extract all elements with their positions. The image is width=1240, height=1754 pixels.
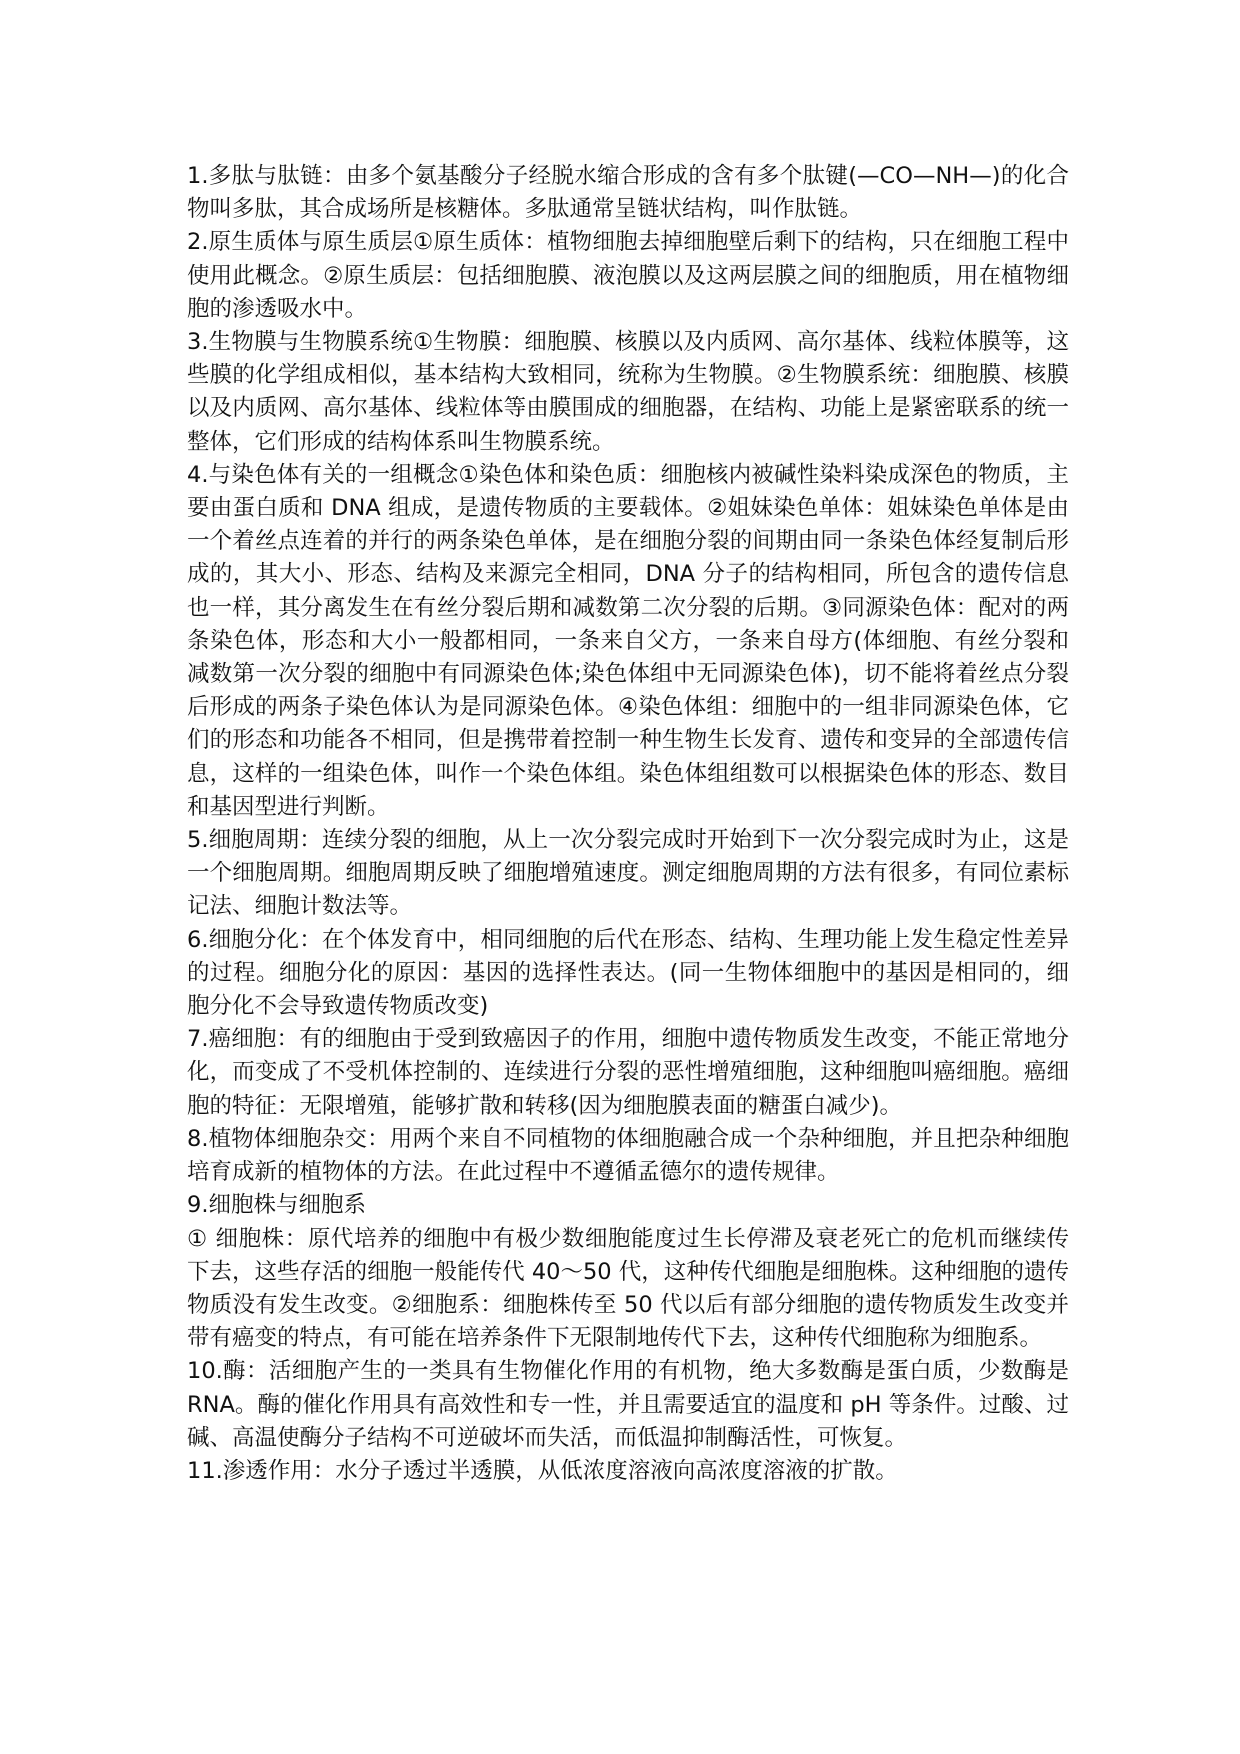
paragraph-somatic-hybridization: 8.植物体细胞杂交：用两个来自不同植物的体细胞融合成一个杂种细胞，并且把杂种细胞培育成新的植物体的方法。在此过程中不遵循孟德尔的遗传规律。 (187, 1125, 1069, 1186)
paragraph-cell-cycle: 5.细胞周期：连续分裂的细胞，从上一次分裂完成时开始到下一次分裂完成时为止，这是一个细胞周期。细胞周期反映了细胞增殖速度。测定细胞周期的方法有很多，有同位素标记法、细胞计数法等。 (187, 827, 1069, 920)
paragraph-cancer-cell: 7.癌细胞：有的细胞由于受到致癌因子的作用，细胞中遗传物质发生改变，不能正常地分化，而变成了不受机体控制的、连续进行分裂的恶性增殖细胞，这种细胞叫癌细胞。癌细胞的特征：无限增殖，能够扩散和转移(因为细胞膜表面的糖蛋白减少)。 (187, 1026, 1069, 1119)
paragraph-biomembrane: 3.生物膜与生物膜系统①生物膜：细胞膜、核膜以及内质网、高尔基体、线粒体膜等，这些膜的化学组成相似，基本结构大致相同，统称为生物膜。②生物膜系统：细胞膜、核膜以及内质网、高尔基体、线粒体等由膜围成的细胞器，在结构、功能上是紧密联系的统一整体，它们形成的结构体系叫生物膜系统。 (187, 329, 1069, 455)
paragraph-protoplast: 2.原生质体与原生质层①原生质体：植物细胞去掉细胞壁后剩下的结构，只在细胞工程中使用此概念。②原生质层：包括细胞膜、液泡膜以及这两层膜之间的细胞质，用在植物细胞的渗透吸水中。 (187, 229, 1069, 322)
paragraph-osmosis: 11.渗透作用：水分子透过半透膜，从低浓度溶液向高浓度溶液的扩散。 (187, 1457, 898, 1484)
paragraph-cell-differentiation: 6.细胞分化：在个体发育中，相同细胞的后代在形态、结构、生理功能上发生稳定性差异的过程。细胞分化的原因：基因的选择性表达。(同一生物体细胞中的基因是相同的，细胞分化不会导致遗传物质改变) (187, 926, 1069, 1020)
document-body (187, 160, 1069, 1488)
paragraph-chromosome: 4.与染色体有关的一组概念①染色体和染色质：细胞核内被碱性染料染成深色的物质，主要由蛋白质和 DNA 组成，是遗传物质的主要载体。②姐妹染色单体：姐妹染色单体是由一个着丝点连着的并行的两条染色单体，是在细胞分裂的间期由同一条染色体经复制后形成的，其大小、形态、结构及来源完全相同，DNA 分子的结构相同，所包含的遗传信息也一样，其分离发生在有丝分裂后期和减数第二次分裂的后期。③同源染色体：配对的两条染色体，形态和大小一般都相同，一条来自父方，一条来自母方(体细胞、有丝分裂和减数第一次分裂的细胞中有同源染色体;染色体组中无同源染色体)，切不能将着丝点分裂后形成的两条子染色体认为是同源染色体。④染色体组：细胞中的一组非同源染色体，它们的形态和功能各不相同，但是携带着控制一种生物生长发育、遗传和变异的全部遗传信息，这样的一组染色体，叫作一个染色体组。染色体组组数可以根据染色体的形态、数目和基因型进行判断。 (187, 461, 1069, 820)
paragraph-cell-strain: ① 细胞株：原代培养的细胞中有极少数细胞能度过生长停滞及衰老死亡的危机而继续传下去，这些存活的细胞一般能传代 40～50 代，这种传代细胞是细胞株。这种细胞的遗传物质没有发生改变。②细胞系：细胞株传至 50 代以后有部分细胞的遗传物质发生改变并带有癌变的特点，有可能在培养条件下无限制地传代下去，这种传代细胞称为细胞系。 (187, 1225, 1069, 1352)
paragraph-cell-strain-heading: 9.细胞株与细胞系 (187, 1192, 366, 1219)
paragraph-polypeptide: 1.多肽与肽链：由多个氨基酸分子经脱水缩合形成的含有多个肽键(—CO—NH—)的化合物叫多肽，其合成场所是核糖体。多肽通常呈链状结构，叫作肽链。 (187, 163, 1069, 223)
paragraph-enzyme: 10.酶：活细胞产生的一类具有生物催化作用的有机物，绝大多数酶是蛋白质，少数酶是 RNA。酶的催化作用具有高效性和专一性，并且需要适宜的温度和 pH 等条件。过酸、过碱、高温使酶分子结构不可逆破坏而失活，而低温抑制酶活性，可恢复。 (187, 1358, 1069, 1451)
